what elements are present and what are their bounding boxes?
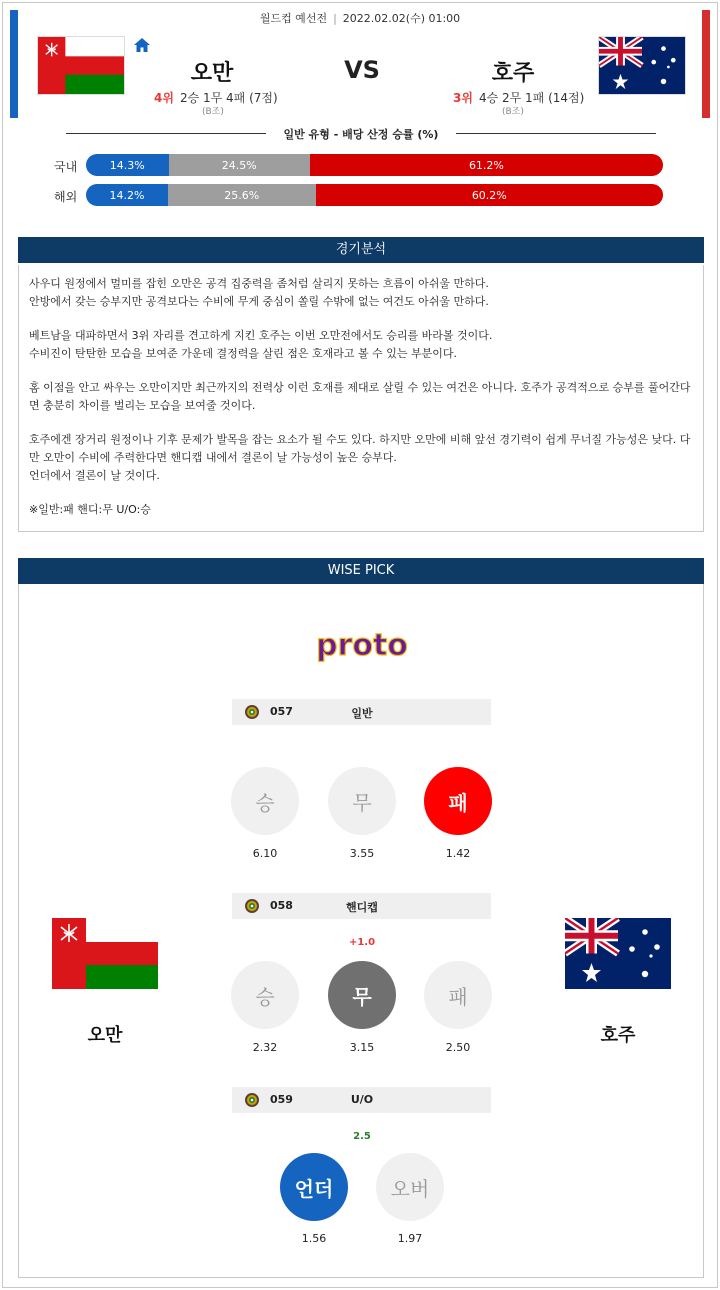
rate-draw-segment: 25.6% — [168, 184, 316, 206]
rate-win-segment: 14.3% — [86, 154, 169, 176]
home-team-name: 오만 — [87, 1025, 123, 1046]
home-team-name: 오만 — [190, 61, 234, 86]
separator: | — [333, 12, 337, 25]
pick-odds: 1.97 — [397, 1232, 423, 1245]
away-accent-bar — [702, 10, 710, 118]
rate-bar — [86, 154, 663, 176]
game-header — [232, 893, 491, 919]
away-team-name: 호주 — [600, 1025, 636, 1046]
oman-flag-icon — [37, 36, 125, 95]
ball-icon — [244, 898, 260, 914]
match-datetime: 2022.02.02(수) 01:00 — [342, 12, 461, 25]
rate-row-label: 해외 — [54, 190, 78, 204]
pick-option-under-selected[interactable]: 언더 — [280, 1153, 348, 1221]
pick-option-win[interactable]: 승 — [231, 961, 299, 1029]
handicap-line: +1.0 — [348, 937, 376, 948]
pick-odds: 3.15 — [349, 1041, 375, 1054]
pick-option-lose[interactable]: 패 — [424, 961, 492, 1029]
australia-flag-icon — [598, 36, 686, 95]
pick-odds: 1.56 — [301, 1232, 327, 1245]
ball-icon — [244, 1092, 260, 1108]
analysis-line: 안방에서 갖는 승부지만 공격보다는 수비에 무게 중심이 쏠릴 수밖에 없는 여건도 아쉬울 만하다. — [29, 295, 489, 308]
australia-flag-icon — [565, 918, 671, 989]
analysis-line: 언더에서 결론이 날 것이다. — [29, 469, 160, 482]
rate-bar — [86, 184, 663, 206]
match-info — [0, 10, 720, 26]
analysis-line: 수비진이 탄탄한 모습을 보여준 가운데 결정력을 살린 점은 호재라고 볼 수 있는 부분이다. — [29, 347, 457, 360]
analysis-line: 만 오만이 수비에 주력한다면 핸디캡 내에서 결론이 날 가능성이 높은 승부다. — [29, 451, 397, 464]
pick-option-draw[interactable]: 무 — [328, 767, 396, 835]
pick-option-win[interactable]: 승 — [231, 767, 299, 835]
analysis-body — [18, 265, 704, 532]
pick-option-over[interactable]: 오버 — [376, 1153, 444, 1221]
home-accent-bar — [10, 10, 18, 118]
pick-option-lose-selected[interactable]: 패 — [424, 767, 492, 835]
rate-lose-segment: 60.2% — [316, 184, 663, 206]
pick-odds: 1.42 — [445, 847, 471, 860]
svg-text:proto: proto — [316, 628, 408, 663]
rate-row-domestic — [0, 154, 720, 176]
over-under-line: 2.5 — [353, 1131, 371, 1142]
analysis-header: 경기분석 — [18, 237, 704, 263]
ball-icon — [244, 704, 260, 720]
analysis-summary: ※일반:패 핸디:무 U/O:승 — [29, 503, 151, 516]
pick-odds: 2.32 — [252, 1041, 278, 1054]
home-icon[interactable] — [133, 37, 151, 53]
rate-lose-segment: 61.2% — [310, 154, 663, 176]
game-number: 057 — [270, 705, 293, 718]
game-type: 일반 — [351, 707, 373, 720]
pick-odds: 3.55 — [349, 847, 375, 860]
away-group: (B조) — [502, 107, 524, 117]
pick-option-draw-selected[interactable]: 무 — [328, 961, 396, 1029]
analysis-line: 면 충분히 차이를 벌리는 모습을 보여줄 것이다. — [29, 399, 256, 412]
oman-flag-icon — [52, 918, 158, 989]
away-record-text: 4승 2무 1패 (14점) — [478, 91, 585, 105]
game-header — [232, 699, 491, 725]
proto-logo — [306, 628, 418, 664]
vs-label: VS — [344, 56, 380, 84]
game-number: 058 — [270, 899, 293, 912]
pick-odds: 6.10 — [252, 847, 278, 860]
game-header — [232, 1087, 491, 1113]
rate-draw-segment: 24.5% — [169, 154, 310, 176]
league-name: 월드컵 예선전 — [259, 12, 328, 25]
away-rank: 3위 — [453, 91, 473, 105]
rate-title-block — [66, 126, 656, 140]
game-number: 059 — [270, 1093, 293, 1106]
analysis-line: 호주에겐 장거리 원정이나 기후 문제가 발목을 잡는 요소가 될 수도 있다. 하지만 오만에 비해 앞선 경기력이 쉽게 무너질 가능성은 낮다. 다 — [29, 433, 691, 446]
analysis-line: 홈 이점을 안고 싸우는 오만이지만 최근까지의 전력상 이런 호재를 제대로 살릴 수 있는 여건은 아니다. 호주가 공격적으로 승부를 풀어간다 — [29, 381, 691, 394]
analysis-line: 베트남을 대파하면서 3위 자리를 견고하게 지킨 호주는 이번 오만전에서도 승리를 바라볼 것이다. — [29, 329, 493, 342]
rate-title: 일반 유형 - 배당 산정 승률 (%) — [283, 128, 439, 141]
rate-row-label: 국내 — [54, 160, 78, 174]
wisepick-header: WISE PICK — [18, 558, 704, 584]
game-type: 핸디캡 — [346, 901, 378, 914]
away-team-name: 호주 — [491, 61, 535, 86]
rate-win-segment: 14.2% — [86, 184, 168, 206]
home-rank: 4위 — [154, 91, 174, 105]
pick-odds: 2.50 — [445, 1041, 471, 1054]
rate-row-overseas — [0, 184, 720, 206]
analysis-line: 사우디 원정에서 멀미를 잡힌 오만은 공격 집중력을 좀처럼 살리지 못하는 흐름이 아쉬울 만하다. — [29, 277, 489, 290]
home-record-text: 2승 1무 4패 (7점) — [179, 91, 278, 105]
home-group: (B조) — [202, 107, 224, 117]
game-type: U/O — [350, 1093, 374, 1106]
